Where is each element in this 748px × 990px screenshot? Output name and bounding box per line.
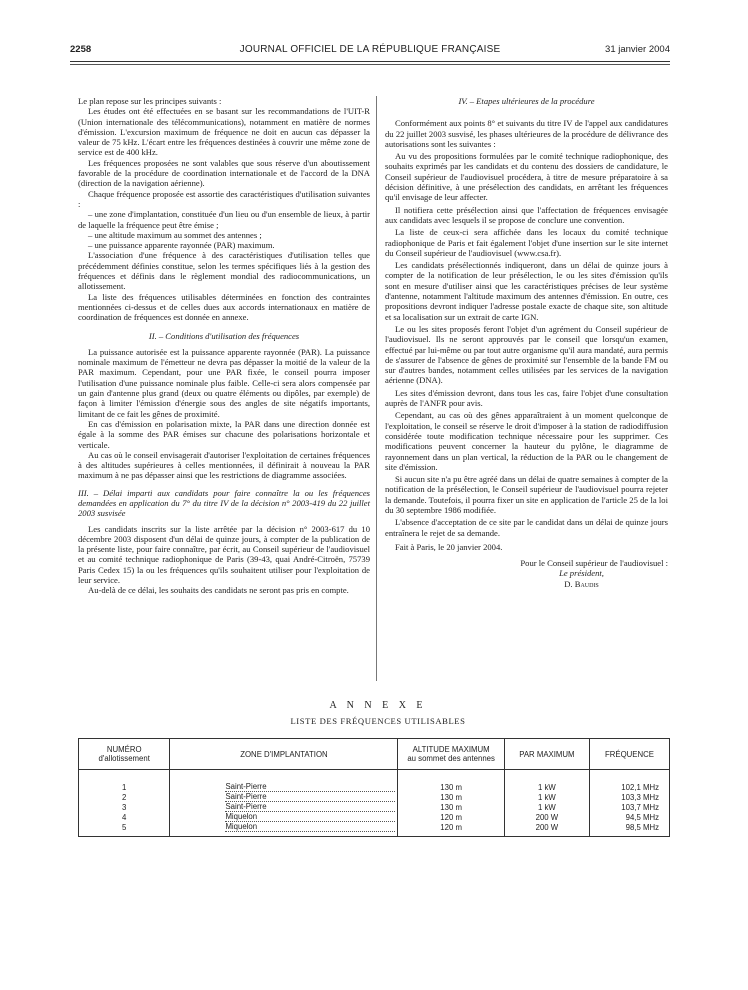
cell-zone — [170, 802, 398, 812]
table-row — [79, 792, 670, 802]
header-alt-line1: ALTITUDE MAXIMUM — [412, 745, 490, 754]
list-item: – une altitude maximum au sommet des antennes ; — [88, 229, 262, 240]
cell-freq: 103,7 MHz — [589, 802, 669, 812]
paragraph: La puissance autorisée est la puissance apparente rayonnée (PAR). La puissance nominale maximum de l'émetteur ne devra pas dépasser la moitié de la valeur de la PAR maximum. Cependant, pour une PAR fixée, le conseil pourra imposer l'utilisation d'une puissance nominale plus faible. Celle-ci sera alors compensée par un gain d'antenne plus grand (deux ou quatre éléments ou dipôles, par exemple) de façon à limiter l'émission d'énergie sous des angles de site négatifs importants, limitant de ce fait les gênes de proximité. — [78, 346, 370, 419]
header-num — [79, 739, 170, 770]
issue-date: 31 janvier 2004 — [605, 44, 670, 55]
table-row — [79, 812, 670, 822]
paragraph: En cas d'émission en polarisation mixte, la PAR dans une direction donnée est égale à la somme des PAR émises sur chacune des polarisations horizontale et verticale. — [78, 418, 370, 450]
paragraph: La liste de ceux-ci sera affichée dans les locaux du comité technique radiophonique de Paris et fait également l'objet d'une insertion sur le site internet du Conseil supérieur de l'audiovisuel (www.csa.fr). — [385, 227, 668, 258]
signature-role: Le président, — [559, 568, 604, 579]
cell-par: 1 kW — [504, 770, 589, 793]
header-freq: FRÉQUENCE — [589, 739, 669, 770]
table-row — [79, 822, 670, 837]
cell-par: 1 kW — [504, 802, 589, 812]
header-alt — [398, 739, 504, 770]
paragraph: Si aucun site n'a pu être agréé dans un délai de quatre semaines à compter de la notification de la présélection, le Conseil supérieur de l'audiovisuel pourra rejeter la demande. Toutefois, il pourra fixer un site en application de l'article 25 de la loi du 30 septembre 1986 modifiée. — [385, 474, 668, 515]
cell-num: 2 — [79, 792, 170, 802]
cell-alt: 130 m — [398, 770, 504, 793]
table-header-row — [79, 739, 670, 770]
list-item: – une puissance apparente rayonnée (PAR) maximum. — [88, 240, 275, 251]
cell-zone-text: Miquelon — [225, 822, 395, 832]
page-number: 2258 — [70, 44, 92, 55]
paragraph: Le ou les sites proposés feront l'objet d'un agrément du Conseil supérieur de l'audiovisuel. Ils ne seront approuvés par le conseil que lorsqu'un examen, effectué par lui-même ou par tout autre organisme qu'il aura mandaté, aura permis de s'assurer de l'absence de gênes de proximité sur l'ensemble de la bande FM ou sur d'autres bandes, notamment celles utilisées par les services de la navigation aérienne (DNA). — [385, 323, 668, 386]
cell-par: 1 kW — [504, 792, 589, 802]
section-title: IV. – Etapes ultérieures de la procédure — [458, 96, 595, 106]
section-title: III. – Délai imparti aux candidats pour faire connaître la ou les fréquences demandées en application du 7° du titre IV de la décision n° 2003-419 du 22 juillet 2003 susvisée — [78, 487, 370, 519]
signature-for: Pour le Conseil supérieur de l'audiovisuel : — [520, 558, 668, 569]
table-row — [79, 802, 670, 812]
paragraph: Au-delà de ce délai, les souhaits des candidats ne seront pas pris en compte. — [88, 585, 349, 596]
section-title: II. – Conditions d'utilisation des fréquences — [148, 330, 300, 341]
paragraph: Les candidats présélectionnés indiqueront, dans un délai de quinze jours à compter de la notification de leur présélection, le ou les sites d'émission qu'ils sont en mesure d'utiliser ainsi que les caractéristiques précises de leur système d'antenne, notamment l'altitude maximum des antennes d'émission. En outre, ces propositions devront indiquer l'adresse postale exacte de chaque site, son altitude et sa localisation sur un extrait de carte IGN. — [385, 260, 668, 322]
paragraph: Les sites d'émission devront, dans tous les cas, faire l'objet d'une consultation auprès de l'ANFR pour avis. — [385, 387, 668, 409]
cell-par: 200 W — [504, 822, 589, 837]
cell-zone-text: Saint-Pierre — [225, 782, 395, 792]
cell-zone — [170, 770, 398, 793]
cell-zone-text: Saint-Pierre — [225, 802, 395, 812]
cell-alt: 130 m — [398, 802, 504, 812]
header-par: PAR MAXIMUM — [504, 739, 589, 770]
header-zone: ZONE D'IMPLANTATION — [170, 739, 398, 770]
paragraph: Les candidats inscrits sur la liste arrêtée par la décision n° 2003-617 du 10 décembre 2003 disposent d'un délai de quinze jours, à compter de la publication de la présente liste, pour faire connaître, par écrit, au Conseil supérieur de l'audiovisuel et au comité technique radiophonique de Paris (39-43, quai André-Citroën, 75739 Paris Cedex 15) la ou les fréquences qu'ils souhaitent utiliser pour l'exploitation de leur service. — [78, 523, 370, 586]
annex-subtitle: LISTE DES FRÉQUENCES UTILISABLES — [290, 716, 466, 726]
signature-name: D. Baudis — [564, 578, 599, 589]
paragraph: Chaque fréquence proposée est assortie des caractéristiques d'utilisation suivantes : — [78, 188, 370, 209]
cell-num: 3 — [79, 802, 170, 812]
paragraph: Il notifiera cette présélection ainsi que l'affectation de fréquences envisagée aux candidats avec lesquels il se propose de conclure une convention. — [385, 204, 668, 225]
annex-title: A N N E X E — [329, 700, 427, 711]
cell-freq: 98,5 MHz — [589, 822, 669, 837]
journal-title: JOURNAL OFFICIEL DE LA RÉPUBLIQUE FRANÇAISE — [239, 44, 501, 55]
paragraph: L'association d'une fréquence à des caractéristiques d'utilisation telles que précédemment définies constitue, selon les termes spécifiques liés à la gestion des fréquences et définis dans le règlement mondial des radiocommunications, un allotissement. — [78, 250, 370, 292]
header-num-line1: NUMÉRO — [106, 745, 142, 754]
page-header — [70, 44, 670, 58]
header-alt-line2: au sommet des antennes — [407, 754, 495, 763]
cell-zone — [170, 812, 398, 822]
cell-num: 5 — [79, 822, 170, 837]
paragraph: Cependant, au cas où des gênes apparaîtraient à un moment quelconque de l'exploitation, le conseil se réserve le droit d'imposer à la station de radiodiffusion considérée toute modification technique nécessaire pour les supprimer. Ces modifications peuvent concerner la hauteur du pylône, le diagramme de rayonnement dans un plan vertical, la réduction de la PAR ou le changement de site d'émission. — [385, 410, 668, 472]
paragraph: La liste des fréquences utilisables déterminées en fonction des contraintes mentionnées ci-dessus et de celles dues aux accords internationaux en matière de coordination de fréquences est donnée en annexe. — [78, 291, 370, 323]
cell-zone-text: Saint-Pierre — [225, 792, 395, 802]
table-row — [79, 770, 670, 793]
paragraph: Au vu des propositions formulées par le comité technique radiophonique, des souhaits exprimés par les candidats et du contenu des dossiers de candidature, le Conseil supérieur de l'audiovisuel procédera, à titre de mesure préparatoire à sa décision définitive, à une présélection des candidats, en arrêtant les fréquences qu'il envisage de leur affecter. — [385, 151, 668, 203]
column-divider — [376, 96, 377, 681]
cell-zone — [170, 822, 398, 837]
paragraph: Conformément aux points 8° et suivants du titre IV de l'appel aux candidatures du 22 juillet 2003 susvisé, les phases ultérieures de la procédure de délivrance des autorisations sont les suivantes : — [385, 118, 668, 149]
cell-freq: 103,3 MHz — [589, 792, 669, 802]
paragraph: L'absence d'acceptation de ce site par le candidat dans un délai de quinze jours entraînera le rejet de sa demande. — [385, 517, 668, 538]
cell-par: 200 W — [504, 812, 589, 822]
cell-alt: 130 m — [398, 792, 504, 802]
cell-freq: 102,1 MHz — [589, 770, 669, 793]
cell-alt: 120 m — [398, 822, 504, 837]
cell-alt: 120 m — [398, 812, 504, 822]
paragraph: Au cas où le conseil envisagerait d'autoriser l'exploitation de certaines fréquences à des altitudes supérieures à celles mentionnées, il définirait à nouveau la PAR maximum à ne pas dépasser ainsi que les restrictions de diagramme associées. — [78, 449, 370, 481]
paragraph: Les fréquences proposées ne sont valables que sous réserve d'un aboutissement favorable de la procédure de coordination internationale et de l'accord de la DNA (direction de la navigation aérienne). — [78, 157, 370, 189]
cell-freq: 94,5 MHz — [589, 812, 669, 822]
left-column — [78, 96, 370, 596]
paragraph: Les études ont été effectuées en se basant sur les recommandations de l'UIT-R (Union internationale des télécommunications), notamment en matière de normes d'émission. L'excursion maximum de fréquence ne doit en aucun cas dépasser la valeur de 75 kHz. L'écart entre les fréquences destinées à couvrir une même zone de service est de 400 kHz. — [78, 106, 370, 158]
header-num-line2: d'allotissement — [98, 754, 150, 763]
cell-zone — [170, 792, 398, 802]
cell-num: 4 — [79, 812, 170, 822]
paragraph: Le plan repose sur les principes suivants : — [78, 96, 222, 106]
list-item: – une zone d'implantation, constituée d'un lieu ou d'un ensemble de lieux, à partir de laquelle la fréquence peut être émise ; — [78, 209, 370, 230]
header-rule-thin — [70, 64, 670, 65]
done-line: Fait à Paris, le 20 janvier 2004. — [395, 541, 503, 552]
right-column — [385, 96, 668, 589]
header-rule — [70, 61, 670, 62]
frequency-table — [78, 738, 670, 837]
cell-zone-text: Miquelon — [225, 812, 395, 822]
cell-num: 1 — [79, 770, 170, 793]
